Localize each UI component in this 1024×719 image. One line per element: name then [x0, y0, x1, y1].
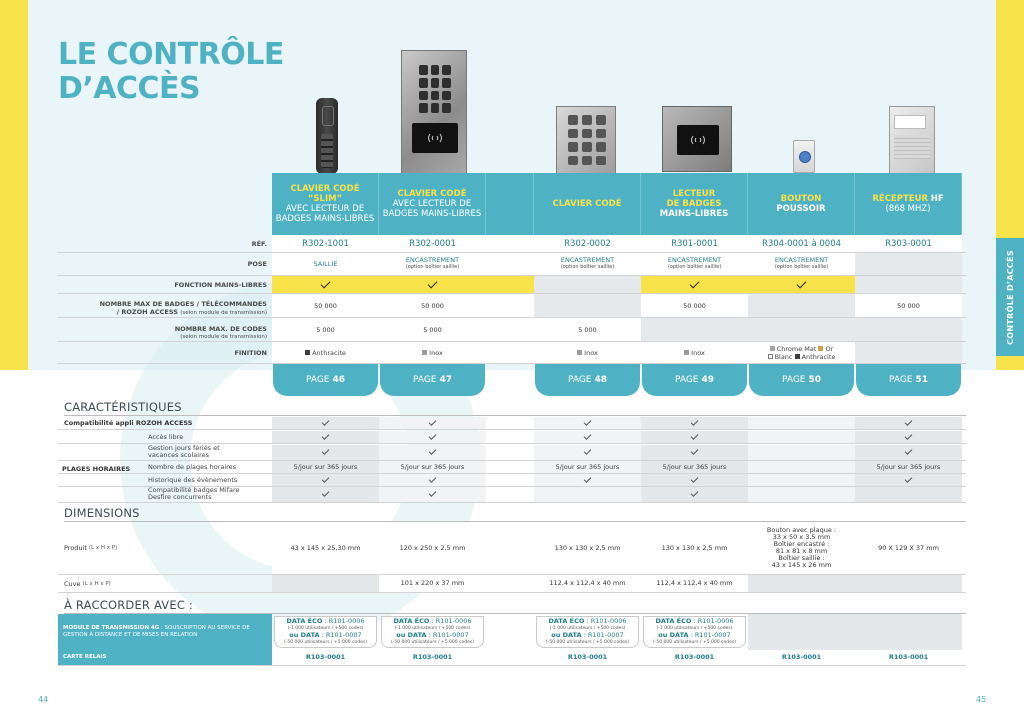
mains-libres-row: FONCTION MAINS-LIBRES [58, 276, 966, 294]
rfid-reader-icon [677, 125, 719, 155]
pose-row: POSE SAILLIE ENCASTREMENT (option boîtier saillie) ENCASTREMENT (option boîtier saillie) ENCASTREMENT (option boîtier saillie) ENCASTREMENT (option boîtier saillie) [58, 253, 966, 276]
check-icon [691, 489, 699, 497]
header-clavier-slim: CLAVIER CODÉ “SLIM” AVEC LECTEUR DE BADGES MAINS-LIBRES [272, 173, 379, 235]
compat-row: Compatibilité appli ROZOH ACCESS [58, 417, 966, 430]
page-links-row [58, 364, 966, 396]
color-swatch-icon [818, 346, 823, 351]
jours-feries-row: Gestion jours fériés et vacances scolaires [58, 445, 966, 461]
check-icon [691, 418, 699, 426]
check-icon [584, 432, 592, 440]
check-icon [322, 447, 330, 455]
check-icon [429, 475, 437, 483]
check-icon [690, 278, 700, 288]
check-icon [691, 447, 699, 455]
page-link-48[interactable]: PAGE 48 [535, 364, 640, 396]
check-icon [691, 432, 699, 440]
finition-row: FINITION Anthracite Inox Inox Inox Chrome Mat Or Blanc Anthracite [58, 342, 966, 364]
color-swatch-icon [770, 346, 775, 351]
color-swatch-icon [422, 350, 427, 355]
page-link-51[interactable]: PAGE 51 [856, 364, 961, 396]
check-icon [584, 447, 592, 455]
product-header-row [58, 173, 966, 235]
check-icon [429, 489, 437, 497]
section-side-tab[interactable]: CONTRÔLE D’ACCÈS [996, 238, 1024, 356]
mifare-row: Compatibilité badges Mifare Desfire concurrents [58, 487, 966, 503]
module-option-clavier: DATA ÉCO : R101-0006 (-1 000 utilisateurs / +500 codes) ou DATA : R101-0007 (-50 000 utilisateurs / +5 000 codes) [536, 616, 639, 648]
check-icon [429, 447, 437, 455]
module-option-slim: DATA ÉCO : R101-0006 (-1 000 utilisateurs / +500 codes) ou DATA : R101-0007 (-50 000 utilisateurs / +5 000 codes) [274, 616, 377, 648]
check-icon [905, 432, 913, 440]
check-icon [321, 278, 331, 288]
page-number-left: 44 [38, 695, 49, 704]
produit-dimensions-row: Produit (L x H x P) 43 x 145 x 25,30 mm 120 x 250 x 2,5 mm 130 x 130 x 2,5 mm 130 x 130 x 2,5 mm Bouton avec plaque : 33 x 50 x 3,5 mm Boîtier encastré : 81 x 81 x 8 mm Boîtier saillie : 43 x 145 x 26 mm 90 X 129 X 37 mm [58, 522, 966, 575]
color-swatch-icon [795, 354, 800, 359]
page-link-49[interactable]: PAGE 49 [642, 364, 747, 396]
check-icon [429, 432, 437, 440]
section-heading-raccorder: À RACCORDER AVEC : [64, 598, 966, 614]
header-clavier: CLAVIER CODÉ [534, 173, 641, 235]
module-option-lecteur: DATA ÉCO : R101-0006 (-1 000 utilisateurs / +500 codes) ou DATA : R101-0007 (-50 000 utilisateurs / +5 000 codes) [643, 616, 746, 648]
page-link-50[interactable]: PAGE 50 [749, 364, 854, 396]
color-swatch-icon [305, 350, 310, 355]
rfid-reader-icon [412, 123, 458, 153]
check-icon [429, 418, 437, 426]
nb-plages-row: Nombre de plages horaires 5/jour sur 365 jours 5/jour sur 365 jours 5/jour sur 365 jours 5/jour sur 365 jours 5/jour sur 365 jours [58, 461, 966, 474]
check-icon [584, 475, 592, 483]
header-lecteur: LECTEUR DE BADGES MAINS-LIBRES [641, 173, 748, 235]
codes-max-row: NOMBRE MAX. DE CODES (selon module de transmission) 5 000 5 000 5 000 [58, 318, 966, 342]
page-title: LE CONTRÔLE D’ACCÈS [58, 37, 284, 106]
cuve-dimensions-row: Cuve (L x H x P) 101 x 220 x 37 mm 112,4 x 112,4 x 40 mm 112,4 x 112,4 x 40 mm [58, 575, 966, 593]
module-option-clavier-lecteur: DATA ÉCO : R101-0006 (-1 000 utilisateurs / +500 codes) ou DATA : R101-0007 (-50 000 utilisateurs / +5 000 codes) [381, 616, 484, 648]
badges-max-row: NOMBRE MAX DE BADGES / TÉLÉCOMMANDES / ROZOH ACCESS (selon module de transmission) 50 000 50 000 50 000 50 000 [58, 294, 966, 318]
check-icon [428, 278, 438, 288]
carte-relais-row: CARTE RELAIS R103-0001 R103-0001 R103-0001 R103-0001 R103-0001 R103-0001 [58, 650, 966, 666]
acces-libre-row: Accès libre [58, 431, 966, 444]
product-image-recepteur [889, 106, 935, 174]
header-recepteur: RÉCEPTEUR HF (868 MHZ) [855, 173, 962, 235]
check-icon [322, 475, 330, 483]
historique-row: Historique des évènements [58, 474, 966, 487]
check-icon [691, 475, 699, 483]
check-icon [584, 418, 592, 426]
page-link-46[interactable]: PAGE 46 [273, 364, 378, 396]
check-icon [797, 278, 807, 288]
left-yellow-strip [0, 0, 28, 370]
color-swatch-icon [768, 354, 773, 359]
check-icon [322, 432, 330, 440]
product-image-lecteur [662, 106, 732, 172]
check-icon [905, 447, 913, 455]
section-heading-caracteristiques: CARACTÉRISTIQUES [64, 400, 966, 416]
header-bouton: BOUTON POUSSOIR [748, 173, 855, 235]
color-swatch-icon [577, 350, 582, 355]
check-icon [905, 475, 913, 483]
product-image-clavier [556, 106, 616, 174]
section-heading-dimensions: DIMENSIONS [64, 506, 966, 522]
header-clavier-lecteur: CLAVIER CODÉ AVEC LECTEUR DE BADGES MAINS-LIBRES [379, 173, 486, 235]
plages-horaires-label: PLAGES HORAIRES [62, 465, 131, 473]
product-image-clavier-slim [316, 98, 338, 174]
check-icon [322, 418, 330, 426]
page-number-right: 45 [976, 695, 987, 704]
product-image-bouton [793, 140, 815, 173]
check-icon [322, 489, 330, 497]
color-swatch-icon [684, 350, 689, 355]
page-link-47[interactable]: PAGE 47 [380, 364, 485, 396]
ref-row: RÉF. R302-1001 R302-0001 R302-0002 R301-0001 R304-0001 à 0004 R303-0001 [58, 235, 966, 253]
check-icon [905, 418, 913, 426]
product-image-clavier-lecteur [401, 50, 467, 174]
module-transmission-row: MODULE DE TRANSMISSION 4G : SOUSCRIPTION AU SERVICE DE GESTION À DISTANCE ET DE MISES EN RELATION DATA ÉCO : R101-0006 (-1 000 utilisateurs / +500 codes) ou DATA : R101-0007 (-50 000 utilisateurs / +5 000 codes) DATA ÉCO : R101-0006 (-1 000 utilisateurs / +500 codes) ou DATA : R101-0007 (-50 000 utilisateurs / +5 000 codes) DATA ÉCO : R101-0006 (-1 000 utilisateurs / +500 codes) ou DATA : R101-0007 (-50 000 utilisateurs / +5 000 codes) DATA ÉCO : R101-0006 (-1 000 utilisateurs / +500 codes) ou DATA : R101-0007 (-50 000 utilisateurs / +5 000 codes) [58, 614, 966, 650]
